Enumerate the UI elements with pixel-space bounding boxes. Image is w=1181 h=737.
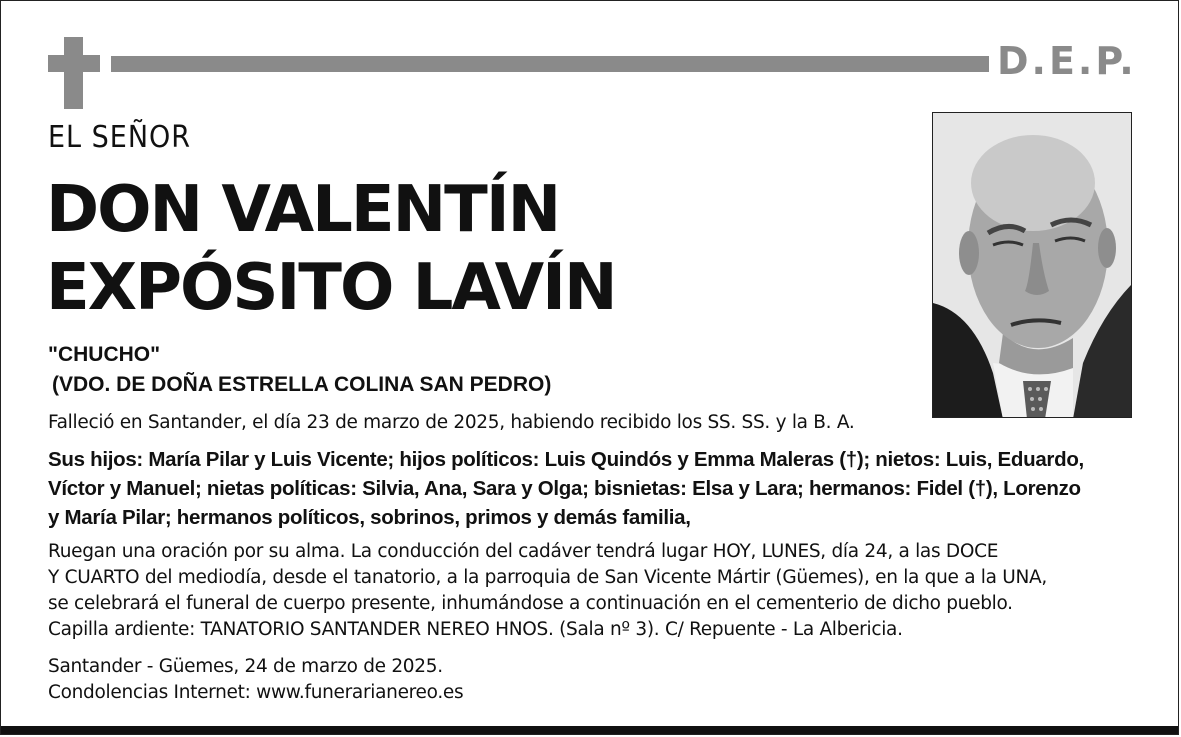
portrait-photo bbox=[932, 112, 1132, 418]
service-line-4: Capilla ardiente: TANATORIO SANTANDER NEREO HNOS. (Sala nº 3). C/ Repuente - La Albericia. bbox=[48, 619, 903, 640]
widow-of: (VDO. DE DOÑA ESTRELLA COLINA SAN PEDRO) bbox=[52, 373, 552, 396]
service-line-2: Y CUARTO del mediodía, desde el tanatorio, a la parroquia de San Vicente Mártir (Güemes), en la que a la UNA, bbox=[48, 567, 1047, 588]
bottom-rule bbox=[1, 726, 1178, 734]
name-line-1: DON VALENTÍN bbox=[46, 173, 560, 247]
nickname: "CHUCHO" bbox=[48, 343, 161, 366]
portrait-image bbox=[933, 113, 1132, 418]
nickname-block bbox=[48, 340, 551, 400]
cross-icon bbox=[48, 37, 100, 109]
name-line-2: EXPÓSITO LAVÍN bbox=[46, 251, 616, 325]
top-rule bbox=[111, 56, 989, 72]
death-notice: Falleció en Santander, el día 23 de marzo de 2025, habiendo recibido los SS. SS. y la B. A. bbox=[48, 412, 855, 433]
honorific: EL SEÑOR bbox=[48, 120, 192, 155]
condolences-link: Condolencias Internet: www.funerarianereo.es bbox=[48, 682, 464, 703]
deceased-name bbox=[46, 171, 616, 327]
dep-label: D.E.P. bbox=[997, 39, 1137, 83]
service-line-1: Ruegan una oración por su alma. La conducción del cadáver tendrá lugar HOY, LUNES, día 24, a las DOCE bbox=[48, 541, 999, 562]
place-date: Santander - Güemes, 24 de marzo de 2025. bbox=[48, 656, 443, 677]
family-line-2: Víctor y Manuel; nietas políticas: Silvia, Ana, Sara y Olga; bisnietas: Elsa y Lara; hermanos: Fidel (†), Lorenzo bbox=[48, 477, 1081, 500]
service-line-3: se celebrará el funeral de cuerpo presente, inhumándose a continuación en el cementerio de dicho pueblo. bbox=[48, 593, 1013, 614]
family-line-3: y María Pilar; hermanos políticos, sobrinos, primos y demás familia, bbox=[48, 506, 691, 529]
family-line-1: Sus hijos: María Pilar y Luis Vicente; hijos políticos: Luis Quindós y Emma Maleras (†); nietos: Luis, Eduardo, bbox=[48, 448, 1084, 471]
